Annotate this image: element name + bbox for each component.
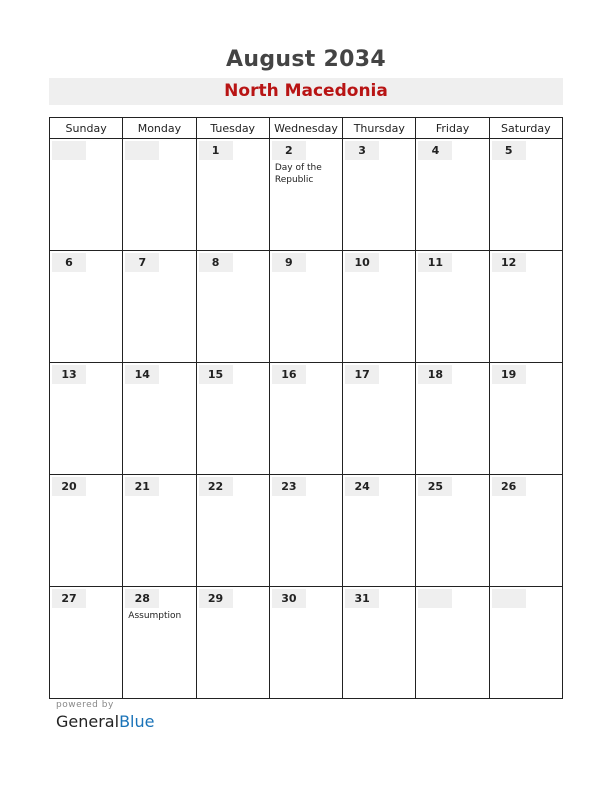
calendar-day-cell [269,139,342,251]
calendar-day-cell [343,475,416,587]
calendar-day-cell [50,587,123,699]
day-number: 20 [52,477,86,496]
holiday-label: Day of the Republic [274,163,322,185]
calendar-day-cell [343,139,416,251]
day-number [52,141,86,160]
calendar-day-cell [123,363,196,475]
day-number: 14 [125,365,159,384]
calendar-day-cell [416,251,489,363]
weekday-wednesday: Wednesday [269,118,342,139]
day-number: 19 [492,365,526,384]
calendar-day-cell [416,475,489,587]
day-number: 6 [52,253,86,272]
day-number: 27 [52,589,86,608]
calendar-day-cell [123,475,196,587]
day-number: 31 [345,589,379,608]
calendar-day-cell [123,587,196,699]
day-number: 8 [199,253,233,272]
weekday-sunday: Sunday [50,118,123,139]
day-number: 23 [272,477,306,496]
day-number: 13 [52,365,86,384]
page-title: August 2034 [226,47,386,72]
calendar-day-cell [196,139,269,251]
calendar-day-cell [50,475,123,587]
brand-general: General [56,712,120,731]
calendar-day-cell [196,251,269,363]
calendar-day-cell [489,139,562,251]
calendar-day-cell [343,363,416,475]
calendar-week-row [50,251,563,363]
holiday-label: Assumption [128,611,182,621]
brand-logo [56,712,154,731]
day-number: 30 [272,589,306,608]
calendar-day-cell [416,139,489,251]
calendar-day-cell [343,587,416,699]
day-number: 18 [418,365,452,384]
day-number: 15 [199,365,233,384]
day-number: 3 [345,141,379,160]
day-number: 17 [345,365,379,384]
calendar-day-cell [269,363,342,475]
calendar-day-cell [123,139,196,251]
day-number: 11 [418,253,452,272]
calendar-day-cell [50,363,123,475]
calendar-day-cell [50,139,123,251]
day-number: 4 [418,141,452,160]
weekday-tuesday: Tuesday [196,118,269,139]
weekday-monday: Monday [123,118,196,139]
day-number: 26 [492,477,526,496]
day-number: 16 [272,365,306,384]
calendar-week-row [50,587,563,699]
day-number: 21 [125,477,159,496]
calendar-day-cell [489,475,562,587]
calendar-day-cell [343,251,416,363]
footer [56,700,154,731]
day-number: 29 [199,589,233,608]
weekday-saturday: Saturday [489,118,562,139]
day-number: 10 [345,253,379,272]
calendar-day-cell [489,587,562,699]
calendar-week-row [50,139,563,251]
day-number [492,589,526,608]
day-number: 24 [345,477,379,496]
day-number: 28 [125,589,159,608]
day-number: 7 [125,253,159,272]
brand-blue: Blue [119,712,155,731]
calendar-week-row [50,475,563,587]
weekday-header-row [50,118,563,139]
calendar-week-row [50,363,563,475]
day-number: 1 [199,141,233,160]
powered-by-label: powered by [56,700,114,710]
calendar-day-cell [123,251,196,363]
calendar-day-cell [196,587,269,699]
calendar-day-cell [196,363,269,475]
calendar-day-cell [416,587,489,699]
country-banner: North Macedonia [49,78,563,105]
day-number: 22 [199,477,233,496]
calendar-day-cell [489,363,562,475]
day-number: 12 [492,253,526,272]
day-number: 25 [418,477,452,496]
calendar-day-cell [269,587,342,699]
day-number: 9 [272,253,306,272]
weekday-friday: Friday [416,118,489,139]
calendar-day-cell [416,363,489,475]
calendar-day-cell [50,251,123,363]
calendar-grid [49,117,563,699]
weekday-thursday: Thursday [343,118,416,139]
day-number [125,141,159,160]
calendar-day-cell [196,475,269,587]
day-number: 2 [272,141,306,160]
day-number: 5 [492,141,526,160]
calendar-day-cell [269,475,342,587]
day-number [418,589,452,608]
calendar-day-cell [269,251,342,363]
calendar-day-cell [489,251,562,363]
